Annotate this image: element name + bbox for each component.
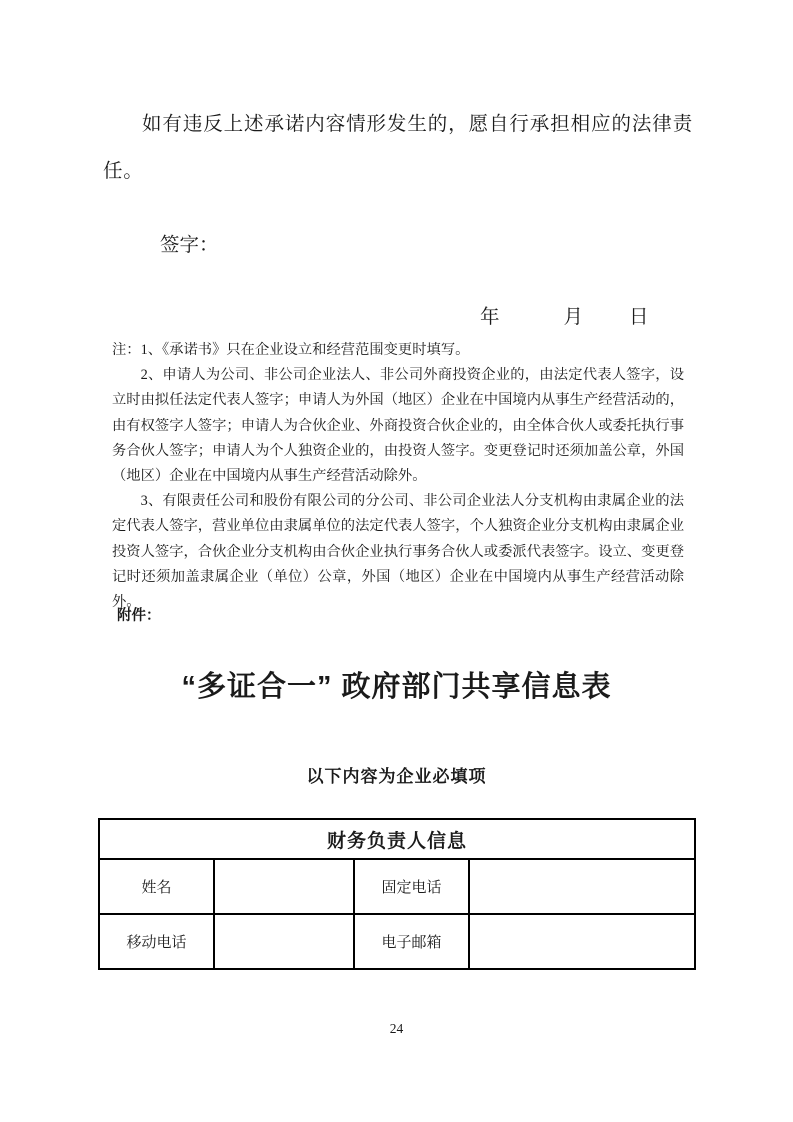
table-title: 财务负责人信息 [99, 819, 695, 859]
date-line [480, 301, 649, 329]
signature-label: 签字： [160, 235, 219, 256]
note-1: 注：1、《承诺书》只在企业设立和经营范围变更时填写。 [112, 342, 470, 358]
required-fields-note: 以下内容为企业必填项 [306, 767, 487, 786]
finance-contact-table [98, 818, 696, 970]
notes-section [112, 338, 684, 615]
attachment-label: 附件： [117, 608, 161, 624]
field-label-name: 姓名 [99, 859, 214, 914]
field-label-mobile-phone: 移动电话 [99, 914, 214, 969]
field-label-fixed-phone: 固定电话 [354, 859, 469, 914]
month-label: 月 [563, 307, 584, 328]
day-label: 日 [629, 307, 649, 328]
attachment-title: “多证合一” 政府部门共享信息表 [181, 671, 612, 703]
field-label-email: 电子邮箱 [354, 914, 469, 969]
email-input-cell[interactable] [469, 914, 695, 969]
table-row [99, 859, 695, 914]
fixed-phone-input-cell[interactable] [469, 859, 695, 914]
note-3: 3、有限责任公司和股份有限公司的分公司、非公司企业法人分支机构由隶属企业的法定代表人签字，营业单位由隶属单位的法定代表人签字，个人独资企业分支机构由隶属企业投资人签字，合伙企业分支机构由合伙企业执行事务合伙人或委派代表签字。设立、变更登记时还须加盖隶属企业（单位）公章，外国（地区）企业在中国境内从事生产经营活动除外。 [112, 493, 684, 611]
name-input-cell[interactable] [214, 859, 354, 914]
year-label: 年 [480, 307, 500, 328]
table-header-row [99, 819, 695, 859]
table-row [99, 914, 695, 969]
page-number: 24 [389, 1021, 404, 1036]
mobile-phone-input-cell[interactable] [214, 914, 354, 969]
commitment-paragraph: 如有违反上述承诺内容情形发生的，愿自行承担相应的法律责任。 [103, 114, 693, 182]
note-2: 2、申请人为公司、非公司企业法人、非公司外商投资企业的，由法定代表人签字，设立时由拟任法定代表人签字；申请人为外国（地区）企业在中国境内从事生产经营活动的，由有权签字人签字；申请人为合伙企业、外商投资合伙企业的，由全体合伙人或委托执行事务合伙人签字；申请人为个人独资企业的，由投资人签字。变更登记时还须加盖公章，外国（地区）企业在中国境内从事生产经营活动除外。 [112, 367, 684, 485]
